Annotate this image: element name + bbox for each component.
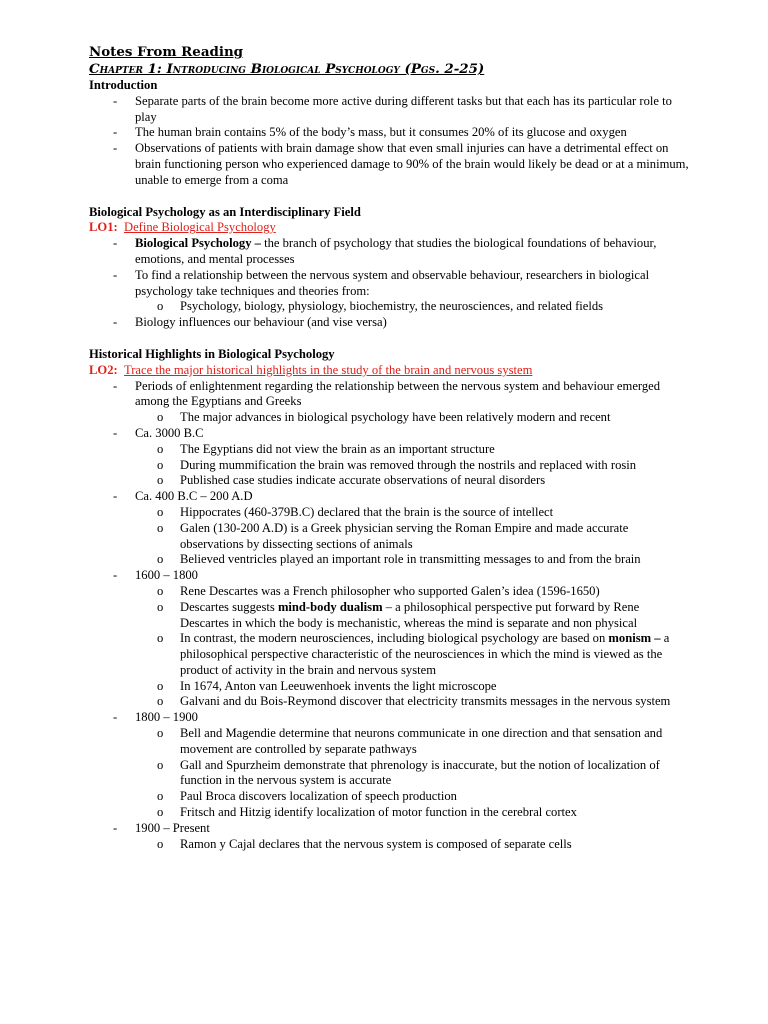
sub-list-item: o Rene Descartes was a French philosopher who supported Galen’s idea (1596-1650) xyxy=(180,584,689,600)
period-label: Ca. 3000 B.C xyxy=(135,425,204,440)
sub-list xyxy=(135,299,689,315)
text-run: a philosophical perspective characteristic of the neurosciences in which the mind is viewed as the product of activity in the brain and nervous system xyxy=(180,631,670,677)
introduction-list xyxy=(89,94,689,189)
term-monism: monism – xyxy=(608,631,661,646)
lo-label: LO1: xyxy=(89,220,118,235)
list-item xyxy=(135,236,689,268)
sub-list-item: o Believed ventricles played an important role in transmitting messages to and from the brain xyxy=(180,552,689,568)
sub-list-item: o During mummification the brain was removed through the nostrils and replaced with rosin xyxy=(180,458,689,474)
list-item: - Biology influences our behaviour (and vise versa) xyxy=(135,315,689,331)
sub-list-item: o In 1674, Anton van Leeuwenhoek invents the light microscope xyxy=(180,679,689,695)
list-item-text: To find a relationship between the nervous system and observable behaviour, researchers in biological psychology take techniques and theories from: xyxy=(135,267,650,298)
text-run: Descartes suggests xyxy=(180,599,278,614)
definition-text: the branch of psychology that studies the biological foundations of behaviour, emotions, and mental processes xyxy=(135,236,657,266)
chapter-heading: Chapter 1: Introducing Biological Psychology (Pgs. 2-25) xyxy=(89,61,485,77)
sub-list-item: o Fritsch and Hitzig identify localization of motor function in the cerebral cortex xyxy=(180,805,689,821)
sub-list-item: o The Egyptians did not view the brain as an important structure xyxy=(180,442,689,458)
section-heading-introduction: Introduction xyxy=(89,78,158,92)
list-item xyxy=(135,268,689,315)
period-item xyxy=(135,489,689,568)
sub-list-item xyxy=(180,631,689,678)
lo-label: LO2: xyxy=(89,362,118,377)
learning-objective-1 xyxy=(89,220,689,236)
lo-text: Define Biological Psychology xyxy=(123,220,276,235)
history-list xyxy=(89,379,689,853)
text-run: In contrast, the modern neurosciences, including biological psychology are based on xyxy=(180,631,609,646)
period-label: 1600 – 1800 xyxy=(135,568,198,583)
sub-list-item: o Hippocrates (460-379B.C) declared that the brain is the source of intellect xyxy=(180,505,689,521)
list-item: - Observations of patients with brain damage show that even small injuries can have a detrimental effect on brain functioning person who experienced damage to 90% of the brain would likely be dead or at a minimum, unable to emerge from a coma xyxy=(135,141,689,188)
sub-list-item: o Ramon y Cajal declares that the nervous system is composed of separate cells xyxy=(180,837,689,853)
list-item-text: Periods of enlightenment regarding the relationship between the nervous system and behaviour emerged among the Egyptians and Greeks xyxy=(135,378,661,409)
sub-list-item: o Bell and Magendie determine that neurons communicate in one direction and that sensation and movement are controlled by separate pathways xyxy=(180,726,689,758)
definition-term: Biological Psychology – xyxy=(135,236,261,251)
term-mind-body-dualism: mind-body dualism xyxy=(277,599,383,614)
sub-list-item: o Gall and Spurzheim demonstrate that phrenology is inaccurate, but the notion of localization of function in the nervous system is accurate xyxy=(180,758,689,790)
sub-list xyxy=(135,442,689,489)
period-label: 1900 – Present xyxy=(135,820,210,835)
sub-list-item xyxy=(180,600,689,632)
sub-list-item: o Psychology, biology, physiology, biochemistry, the neurosciences, and related fields xyxy=(180,299,689,315)
period-item xyxy=(135,426,689,489)
period-label: 1800 – 1900 xyxy=(135,710,198,725)
list-item xyxy=(135,379,689,426)
document-title: Notes From Reading xyxy=(89,44,244,60)
sub-list xyxy=(135,410,689,426)
interdisciplinary-list xyxy=(89,236,689,331)
document-page xyxy=(89,44,689,852)
sub-list xyxy=(135,837,689,853)
sub-list-item: o Published case studies indicate accurate observations of neural disorders xyxy=(180,473,689,489)
section-heading-interdisciplinary: Biological Psychology as an Interdisciplinary Field xyxy=(89,204,361,219)
lo-text: Trace the major historical highlights in the study of the brain and nervous system xyxy=(123,362,533,377)
sub-list-item: o Galvani and du Bois-Reymond discover that electricity transmits messages in the nervous system xyxy=(180,694,689,710)
period-item xyxy=(135,821,689,853)
sub-list-item: o Paul Broca discovers localization of speech production xyxy=(180,789,689,805)
text-run: – a philosophical perspective put forward by Rene Descartes in which the body is mechanistic, whereas the mind is separate and non physical xyxy=(180,599,640,630)
period-item xyxy=(135,710,689,821)
learning-objective-2 xyxy=(89,363,689,379)
list-item: - Separate parts of the brain become more active during different tasks but that each has its particular role to play xyxy=(135,94,689,126)
list-item: - The human brain contains 5% of the body’s mass, but it consumes 20% of its glucose and oxygen xyxy=(135,125,689,141)
sub-list xyxy=(135,505,689,568)
section-heading-history: Historical Highlights in Biological Psychology xyxy=(89,346,335,361)
sub-list-item: o Galen (130-200 A.D) is a Greek physician serving the Roman Empire and made accurate observations by dissecting sections of animals xyxy=(180,521,689,553)
sub-list xyxy=(135,584,689,710)
period-item xyxy=(135,568,689,710)
sub-list xyxy=(135,726,689,821)
period-label: Ca. 400 B.C – 200 A.D xyxy=(135,489,253,504)
sub-list-item: o The major advances in biological psychology have been relatively modern and recent xyxy=(180,410,689,426)
